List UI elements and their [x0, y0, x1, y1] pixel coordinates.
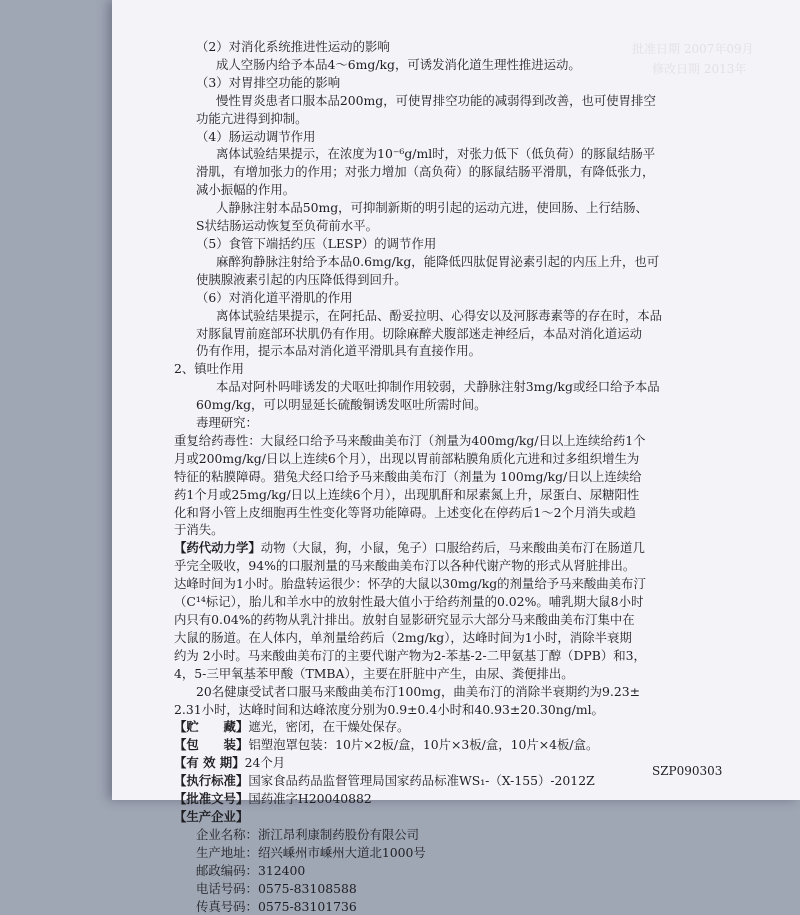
- text-line: [170, 38, 766, 56]
- section-heading: 【药代动力学】: [174, 540, 261, 555]
- text-line: [170, 450, 766, 468]
- line-text: 功能亢进得到抑制。: [196, 111, 308, 126]
- text-line: [170, 880, 766, 898]
- line-text: 仍有作用，提示本品对消化道平滑肌具有直接作用。: [196, 343, 481, 358]
- line-text: 邮政编码：312400: [196, 863, 305, 878]
- line-text: 24个月: [245, 755, 286, 770]
- text-line: [170, 557, 766, 575]
- text-line: [170, 647, 766, 665]
- text-line: [170, 826, 766, 844]
- line-text: 月或200mg/kg/日以上连续6个月），出现以胃前部粘膜角质化亢进和过多组织增生为: [174, 451, 639, 466]
- text-line: [170, 736, 766, 754]
- line-text: 国药准字H20040882: [248, 791, 371, 806]
- text-line: [170, 235, 766, 253]
- line-text: 2.31小时，达峰时间和达峰浓度分别为0.9±0.4小时和40.93±20.30ng/ml。: [174, 702, 604, 717]
- text-line: [170, 414, 766, 432]
- text-line: [170, 486, 766, 504]
- line-text: 国家食品药品监督管理局国家药品标准WS₁-（X-155）-2012Z: [248, 773, 594, 788]
- text-line: [170, 718, 766, 736]
- text-line: [170, 110, 766, 128]
- text-line: [170, 611, 766, 629]
- text-line: [170, 629, 766, 647]
- text-line: [170, 145, 766, 163]
- text-line: [170, 217, 766, 235]
- section-heading: 【执行标准】: [174, 773, 248, 788]
- text-line: [170, 360, 766, 378]
- text-line: [170, 593, 766, 611]
- section-heading: 【包 装】: [174, 737, 248, 752]
- text-line: [170, 701, 766, 719]
- line-text: 特征的粘膜障碍。猎兔犬经口给予马来酸曲美布汀（剂量为 100mg/kg/日以上连续给: [174, 469, 642, 484]
- line-text: （6）对消化道平滑肌的作用: [196, 290, 353, 305]
- line-text: 电话号码：0575-83108588: [196, 881, 357, 896]
- text-line: [170, 289, 766, 307]
- line-text: 麻醉狗静脉注射给予本品0.6mg/kg，能降低四肽促胃泌素引起的内压上升，也可: [216, 254, 659, 269]
- line-text: 动物（大鼠，狗，小鼠，兔子）口服给药后，马来酸曲美布汀在肠道几: [261, 540, 645, 555]
- line-text: 遮光，密闭，在干燥处保存。: [248, 719, 409, 734]
- line-text: 生产地址：绍兴嵊州市嵊州大道北1000号: [196, 845, 426, 860]
- text-line: [170, 521, 766, 539]
- text-line: [170, 199, 766, 217]
- text-line: [170, 683, 766, 701]
- line-text: 铝塑泡罩包装：10片×2板/盒，10片×3板/盒，10片×4板/盒。: [248, 737, 598, 752]
- line-text: 慢性胃炎患者口服本品200mg，可使胃排空功能的减弱得到改善，也可使胃排空: [216, 93, 656, 108]
- line-text: 传真号码：0575-83101736: [196, 899, 357, 914]
- section-heading: 【生产企业】: [174, 809, 248, 824]
- line-text: 本品对阿朴吗啡诱发的犬呕吐抑制作用较弱，犬静脉注射3mg/kg或经口给予本品: [216, 379, 660, 394]
- line-text: 滑肌，有增加张力的作用；对张力增加（高负荷）的豚鼠结肠平滑肌，有降低张力，: [196, 164, 654, 179]
- text-line: [170, 808, 766, 826]
- text-line: [170, 396, 766, 414]
- text-line: [170, 128, 766, 146]
- text-line: [170, 56, 766, 74]
- line-text: 乎完全吸收，94%的口服剂量的马来酸曲美布汀以各种代谢产物的形式从肾脏排出。: [174, 558, 635, 573]
- text-line: [170, 844, 766, 862]
- text-line: [170, 432, 766, 450]
- line-text: （2）对消化系统推进性运动的影响: [196, 39, 390, 54]
- line-text: 4，5-三甲氧基苯甲酸（TMBA），主要在肝脏中产生，由尿、粪便排出。: [174, 666, 574, 681]
- line-text: （4）肠运动调节作用: [196, 129, 315, 144]
- text-line: [170, 790, 766, 808]
- text-line: [170, 325, 766, 343]
- line-text: 减小振幅的作用。: [196, 182, 295, 197]
- line-text: 达峰时间为1小时。胎盘转运很少：怀孕的大鼠以30mg/kg的剂量给予马来酸曲美布汀: [174, 576, 646, 591]
- text-line: [170, 504, 766, 522]
- section-heading: 【有 效 期】: [174, 755, 245, 770]
- line-text: （5）食管下端括约压（LESP）的调节作用: [196, 236, 436, 251]
- line-text: （3）对胃排空功能的影响: [196, 75, 340, 90]
- line-text: 人静脉注射本品50mg，可抑制新斯的明引起的运动亢进，使回肠、上行结肠、: [216, 200, 648, 215]
- line-text: 于消失。: [174, 522, 224, 537]
- line-text: 离体试验结果提示，在浓度为10⁻⁶g/ml时，对张力低下（低负荷）的豚鼠结肠平: [216, 146, 655, 161]
- text-line: [170, 575, 766, 593]
- line-text: 20名健康受试者口服马来酸曲美布汀100mg，曲美布汀的消除半衰期约为9.23±: [196, 684, 640, 699]
- text-line: [170, 378, 766, 396]
- document-code: SZP090303: [652, 764, 722, 778]
- text-line: [170, 862, 766, 880]
- line-text: 药1个月或25mg/kg/日以上连续6个月），出现肌酐和尿素氮上升，尿蛋白、尿糖阳性: [174, 487, 639, 502]
- leaflet-sheet: [112, 0, 800, 800]
- text-line: [170, 271, 766, 289]
- line-text: 内只有0.04%的药物从乳汁排出。放射自显影研究显示大部分马来酸曲美布汀集中在: [174, 612, 635, 627]
- show-through-text: 修改日期 2013年: [652, 60, 746, 77]
- leaflet-content: [170, 38, 766, 915]
- text-line: [170, 181, 766, 199]
- line-text: 2、镇吐作用: [174, 361, 244, 376]
- section-heading: 【贮 藏】: [174, 719, 248, 734]
- line-text: 化和肾小管上皮细胞再生性变化等肾功能障碍。上述变化在停药后1～2个月消失或趋: [174, 505, 636, 520]
- text-line: [170, 92, 766, 110]
- line-text: 毒理研究：: [196, 415, 258, 430]
- line-text: 使胰腺液素引起的内压降低得到回升。: [196, 272, 407, 287]
- line-text: （C¹⁴标记），胎儿和羊水中的放射性最大值小于给药剂量的0.02%。哺乳期大鼠8小时: [174, 594, 643, 609]
- text-line: [170, 74, 766, 92]
- line-text: 企业名称：浙江昂利康制药股份有限公司: [196, 827, 419, 842]
- line-text: 约为 2小时。马来酸曲美布汀的主要代谢产物为2-苯基-2-二甲氨基丁醇（DPB）和3，: [174, 648, 646, 663]
- text-line: [170, 468, 766, 486]
- section-heading: 【批准文号】: [174, 791, 248, 806]
- text-line: [170, 898, 766, 915]
- text-line: [170, 665, 766, 683]
- text-line: [170, 539, 766, 557]
- line-text: 对豚鼠胃前庭部环状肌仍有作用。切除麻醉犬腹部迷走神经后，本品对消化道运动: [196, 326, 642, 341]
- text-line: [170, 253, 766, 271]
- show-through-text: 批准日期 2007年09月: [632, 40, 754, 57]
- text-line: [170, 342, 766, 360]
- line-text: 成人空肠内给予本品4～6mg/kg，可诱发消化道生理性推进运动。: [216, 57, 581, 72]
- line-text: 60mg/kg，可以明显延长硫酸铜诱发呕吐所需时间。: [196, 397, 486, 412]
- line-text: 大鼠的肠道。在人体内，单剂量给药后（2mg/kg），达峰时间为1小时，消除半衰期: [174, 630, 632, 645]
- line-text: 离体试验结果提示，在阿托品、酚妥拉明、心得安以及河豚毒素等的存在时，本品: [216, 308, 662, 323]
- text-line: [170, 163, 766, 181]
- line-text: 重复给药毒性：大鼠经口给予马来酸曲美布汀（剂量为400mg/kg/日以上连续给药1个: [174, 433, 646, 448]
- line-text: S状结肠运动恢复至负荷前水平。: [196, 218, 378, 233]
- text-line: [170, 307, 766, 325]
